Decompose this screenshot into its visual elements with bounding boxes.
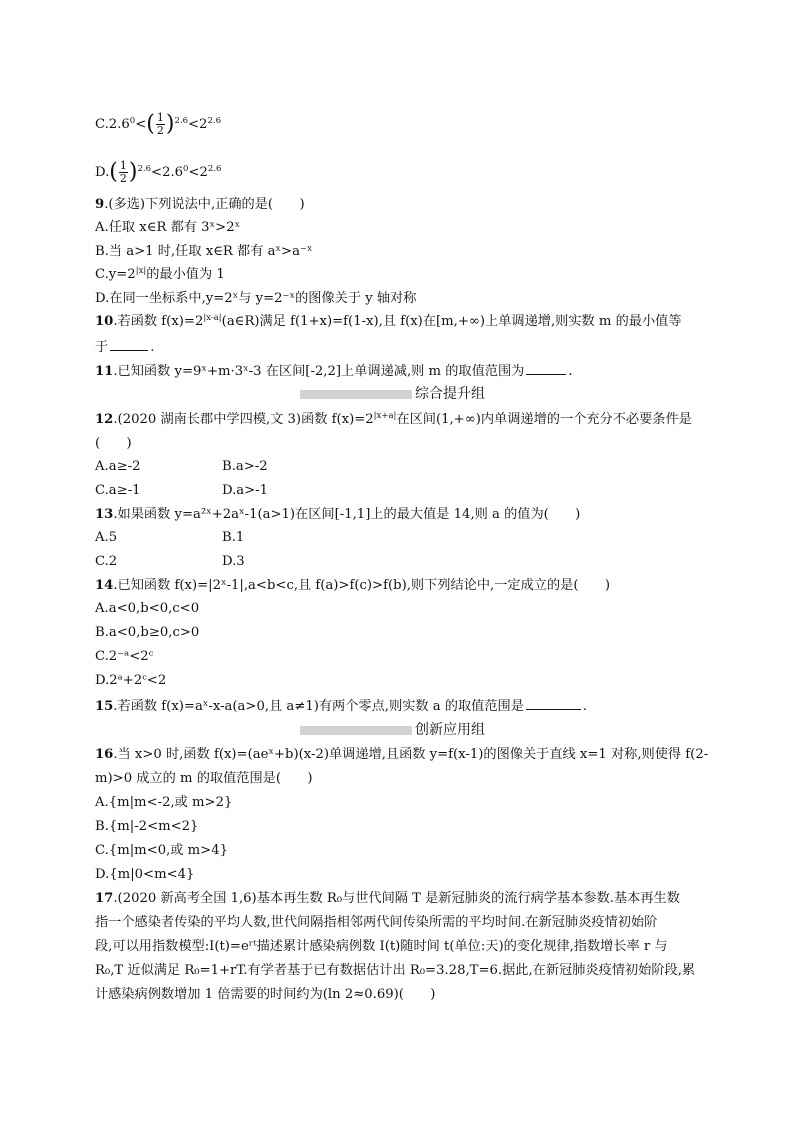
q8-d-mid: <2.6 [151,165,184,180]
q14-text: .已知函数 f(x)=|2ˣ-1|,a<b<c,且 f(a)>f(c)>f(b),则下列结论中,一定成立的是( ) [113,578,611,593]
q8-d-exp-a: 2.6 [137,164,152,174]
q12-option-a: A.a≥-2 [95,459,141,474]
q12-number: 12 [95,412,114,427]
q12-paren: ( ) [95,436,132,451]
q8-d-frac-num: 1 [119,159,127,172]
q12-pre: .(2020 湖南长郡中学四模,文 3)函数 f(x)=2 [113,412,374,427]
q11-number: 11 [95,364,114,379]
q9-option-d: D.在同一坐标系中,y=2ˣ与 y=2⁻ˣ的图像关于 y 轴对称 [95,291,417,306]
q15-answer-blank[interactable] [526,696,581,710]
q16-option-c: C.{m|m<0,或 m>4} [95,843,229,858]
q10-line1 [95,313,682,331]
q13-stem [95,506,580,524]
q9-c-pre: C.y=2 [95,267,136,282]
q9-number: 9 [95,197,105,212]
q11-line [95,361,573,381]
q12-exp: |x+a| [373,411,397,421]
q10-line2-text: 于 [95,340,109,355]
q12-option-d: D.a>-1 [222,483,269,498]
q13-option-d: D.3 [222,554,245,569]
q8-c-frac-den: 2 [156,124,164,137]
q8-d-frac-den: 2 [119,172,127,185]
q11-text: .已知函数 y=9ˣ+m·3ˣ-3 在区间[-2,2]上单调递减,则 m 的取值范围为 [113,364,525,379]
q10-exp: |x-a| [203,313,222,323]
q16-line2: m)>0 成立的 m 的取值范围是( ) [95,771,313,786]
q16-option-a: A.{m|m<-2,或 m>2} [95,795,233,810]
q17-line5: 计感染病例数增加 1 倍需要的时间约为(ln 2≈0.69)( ) [95,987,436,1002]
q16-line1-text: .当 x>0 时,函数 f(x)=(aeˣ+b)(x-2)单调递增,且函数 y=f(x-1)的图像关于直线 x=1 对称,则使得 f(2- [113,747,709,762]
section1-title: 综合提升组 [415,386,485,402]
q17-line4: R₀,T 近似满足 R₀=1+rT.有学者基于已有数据估计出 R₀=3.28,T=6.据此,在新冠肺炎疫情初始阶段,累 [95,963,696,978]
q9-c-exp: |x| [135,266,147,276]
q14-option-a: A.a<0,b<0,c<0 [95,601,200,616]
q8-d-exp-b: 2.6 [207,164,222,174]
q15-line [95,696,587,716]
q9-option-c [95,266,225,284]
q9-stem [95,196,305,214]
q10-post: (a∈R)满足 f(1+x)=f(1-x),且 f(x)在[m,+∞)上单调递增,则实数 m 的最小值等 [221,314,682,329]
q8-d-exp0: 0 [183,164,189,174]
q13-option-c: C.2 [95,554,118,569]
q10-answer-blank[interactable] [110,337,148,351]
q16-option-b: B.{m|-2<m<2} [95,819,199,834]
q16-option-d: D.{m|0<m<4} [95,867,195,882]
q16-number: 16 [95,747,114,762]
q17-line1 [95,890,680,908]
q13-text: .如果函数 y=a²ˣ+2aˣ-1(a>1)在区间[-1,1]上的最大值是 14,则 a 的值为( ) [113,507,581,522]
q17-line2: 指一个感染者传染的平均人数,世代间隔指相邻两代间传染所需的平均时间.在新冠肺炎疫情初始阶 [95,915,658,930]
q12-option-b: B.a>-2 [222,459,268,474]
q15-number: 15 [95,699,114,714]
q14-option-d: D.2ᵃ+2ᶜ<2 [95,673,167,688]
q11-end: . [568,364,573,379]
q8-option-c [95,112,221,137]
q11-answer-blank[interactable] [526,361,566,375]
q14-number: 14 [95,578,114,593]
q10-line2 [95,337,154,357]
section1-bar [300,390,412,399]
q10-number: 10 [95,314,114,329]
q8-c-exp-a: 2.6 [174,116,188,126]
q14-option-b: B.a<0,b≥0,c>0 [95,625,200,640]
q17-line1-text: .(2020 新高考全国 1,6)基本再生数 R₀与世代间隔 T 是新冠肺炎的流行病学基本参数.基本再生数 [113,891,680,906]
q8-c-paren-right: ) [165,111,175,137]
q8-d-paren-left: ( [109,159,118,185]
q8-option-d [95,160,221,185]
q8-d-tail: <2 [188,165,208,180]
q13-option-b: B.1 [222,530,245,545]
q15-text: .若函数 f(x)=aˣ-x-a(a>0,且 a≠1)有两个零点,则实数 a 的取值范围是 [113,699,524,714]
q12-line1 [95,411,692,429]
q12-option-c: C.a≥-1 [95,483,141,498]
q14-option-c: C.2⁻ᵃ<2ᶜ [95,649,154,664]
q8-c-fraction [156,112,165,137]
q8-c-exp0: 0 [129,116,136,126]
q8-c-mid: <2 [188,117,208,132]
section2-title: 创新应用组 [415,722,485,738]
q9-c-post: 的最小值为 1 [146,267,225,282]
q8-c-frac-num: 1 [156,111,164,124]
q8-d-label: D. [95,165,110,180]
q8-c-lt: < [135,117,147,132]
q15-end: . [582,699,588,714]
q8-c-paren-left: ( [146,111,155,137]
q8-c-exp-b: 2.6 [207,116,221,126]
q9-stem-text: .(多选)下列说法中,正确的是( ) [104,197,305,212]
q12-post: 在区间(1,+∞)内单调递增的一个充分不必要条件是 [396,412,692,427]
q17-line3: 段,可以用指数模型:I(t)=eʳᵗ描述累计感染病例数 I(t)随时间 t(单位:天)的变化规律,指数增长率 r 与 [95,939,668,954]
q8-d-fraction [119,160,128,185]
q13-number: 13 [95,507,114,522]
q10-pre: .若函数 f(x)=2 [113,314,204,329]
section2-bar [300,726,412,735]
q10-end: . [150,340,155,355]
q17-number: 17 [95,891,114,906]
q9-option-b: B.当 a>1 时,任取 x∈R 都有 aˣ>a⁻ˣ [95,244,313,259]
q13-option-a: A.5 [95,530,118,545]
q14-stem [95,577,610,595]
q8-d-paren-right: ) [128,159,138,185]
q16-line1 [95,746,708,764]
q9-option-a: A.任取 x∈R 都有 3ˣ>2ˣ [95,220,241,235]
q8-c-base: C.2.6 [95,117,130,132]
